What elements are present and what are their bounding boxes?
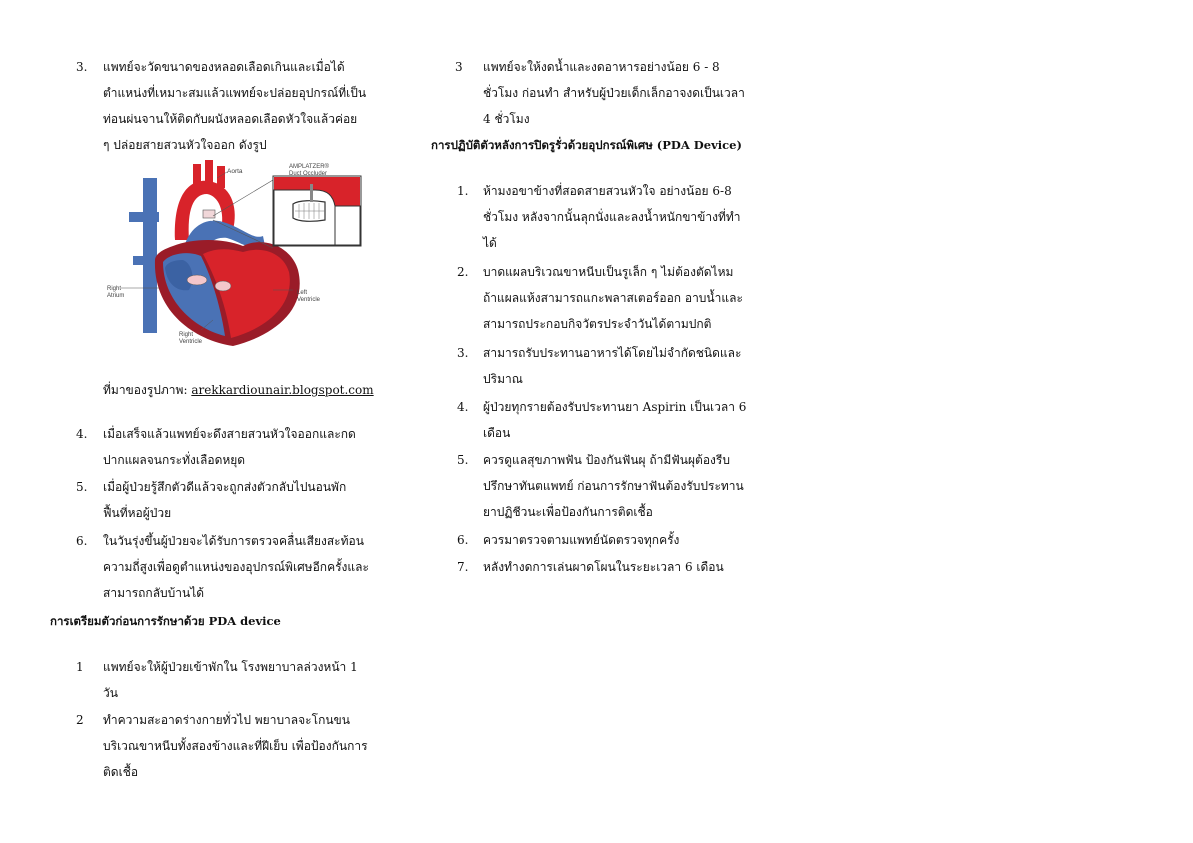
right-ventricle-label-1: Right xyxy=(179,332,194,338)
list-line: บริเวณขาหนีบทั้งสองข้างและที่ฝีเย็บ เพื่อป้องกันการ xyxy=(103,739,368,753)
right-atrium-label-1: Right xyxy=(107,286,122,292)
list-line: ถ้าแผลแห้งสามารถแกะพลาสเตอร์ออก อาบน้ำและ xyxy=(483,291,743,305)
list-line: ทำความสะอาดร่างกายทั่วไป พยาบาลจะโกนขน xyxy=(103,713,350,727)
list-line: ๆ ปล่อยสายสวนหัวใจออก ดังรูป xyxy=(103,138,267,152)
list-line: ฟื้นที่หอผู้ป่วย xyxy=(103,506,172,520)
occluder-device-shape xyxy=(203,210,215,218)
list-line: ควรมาตรวจตามแพทย์นัดตรวจทุกครั้ง xyxy=(483,533,680,547)
list-line: ชั่วโมง ก่อนทำ สำหรับผู้ป่วยเด็กเล็กอาจงดเป็นเวลา xyxy=(483,86,745,100)
list-line: สามารถประกอบกิจวัตรประจำวันได้ตามปกติ xyxy=(483,317,712,331)
list-number: 2. xyxy=(457,265,469,279)
list-line: ความถี่สูงเพื่อดูตำแหน่งของอุปกรณ์พิเศษอีกครั้งและ xyxy=(103,560,369,574)
list-line: หลังทำงดการเล่นผาดโผนในระยะเวลา 6 เดือน xyxy=(483,560,724,574)
list-line: ควรดูแลสุขภาพฟัน ป้องกันฟันผุ ถ้ามีฟันผุต้องรีบ xyxy=(483,453,730,467)
list-number: 3. xyxy=(457,346,469,360)
list-number: 2 xyxy=(76,713,84,727)
left-ventricle-label-1: Left xyxy=(297,290,308,296)
artery-branch-shape xyxy=(193,164,201,188)
list-number: 1 xyxy=(76,660,84,674)
list-line: แพทย์จะให้ผู้ป่วยเข้าพักใน โรงพยาบาลล่วงหน้า 1 xyxy=(103,660,358,674)
list-number: 3 xyxy=(455,60,463,74)
vein-branch-shape xyxy=(129,212,159,222)
list-line: ชั่วโมง หลังจากนั้นลุกนั่งและลงน้ำหนักขาข้างที่ทำ xyxy=(483,210,741,224)
right-atrium-label-2: Atrium xyxy=(107,293,125,299)
artery-branch-shape xyxy=(205,160,213,186)
vena-cava-shape xyxy=(143,178,157,333)
list-line: แพทย์จะวัดขนาดของหลอดเลือดเกินและเมื่อได้ xyxy=(103,60,345,74)
heart-pda-diagram xyxy=(103,160,368,356)
list-line: วัน xyxy=(103,686,118,700)
device-title-label: AMPLATZER® xyxy=(289,164,329,170)
list-number: 4. xyxy=(457,400,469,414)
aorta-label: Aorta xyxy=(227,168,243,175)
prep-heading: การเตรียมตัวก่อนการรักษาด้วย PDA device xyxy=(50,614,281,628)
list-line: ติดเชื้อ xyxy=(103,765,139,779)
list-line: ผู้ป่วยทุกรายต้องรับประทานยา Aspirin เป็นเวลา 6 xyxy=(483,400,747,414)
list-line: ห้ามงอขาข้างที่สอดสายสวนหัวใจ อย่างน้อย 6-8 xyxy=(483,184,732,198)
list-line: เดือน xyxy=(483,426,511,440)
left-ventricle-label-2: Ventricle xyxy=(297,297,321,303)
list-line: ปากแผลจนกระทั่งเลือดหยุด xyxy=(103,453,246,467)
list-number: 4. xyxy=(76,427,88,441)
catheter-shape xyxy=(203,290,213,322)
list-line: ได้ xyxy=(483,236,497,250)
list-number: 7. xyxy=(457,560,469,574)
list-line: ในวันรุ่งขึ้นผู้ป่วยจะได้รับการตรวจคลื่นเสียงสะท้อน xyxy=(103,534,364,548)
list-number: 5. xyxy=(457,453,469,467)
list-line: ยาปฏิชีวนะเพื่อป้องกันการติดเชื้อ xyxy=(483,505,653,519)
list-number: 6. xyxy=(457,533,469,547)
list-line: สามารถรับประทานอาหารได้โดยไม่จำกัดชนิดและ xyxy=(483,346,742,360)
list-number: 6. xyxy=(76,534,88,548)
credit-link[interactable]: arekkardiounair.blogspot.com xyxy=(191,383,374,397)
post-care-heading: การปฏิบัติตัวหลังการปิดรูรั่วด้วยอุปกรณ์พิเศษ (PDA Device) xyxy=(431,138,742,152)
list-number: 1. xyxy=(457,184,469,198)
list-line: ท่อนผ่นจานให้ติดกับผนังหลอดเลือดหัวใจแล้วค่อย xyxy=(103,112,358,126)
list-line: บาดแผลบริเวณขาหนีบเป็นรูเล็ก ๆ ไม่ต้องตัดไหม xyxy=(483,265,734,279)
credit-prefix: ที่มาของรูปภาพ: xyxy=(103,383,188,397)
image-credit xyxy=(103,381,374,400)
list-line: ปริมาณ xyxy=(483,372,523,386)
list-line: 4 ชั่วโมง xyxy=(483,112,530,126)
list-line: ตำแหน่งที่เหมาะสมแล้วแพทย์จะปล่อยอุปกรณ์ที่เป็น xyxy=(103,86,367,100)
list-line: เมื่อผู้ป่วยรู้สึกตัวดีแล้วจะถูกส่งตัวกลับไปนอนพัก xyxy=(103,480,347,494)
list-number: 5. xyxy=(76,480,88,494)
inset-wall-shape xyxy=(335,206,360,245)
valve-shape xyxy=(215,281,231,291)
list-line: แพทย์จะให้งดน้ำและงดอาหารอย่างน้อย 6 - 8 xyxy=(483,60,720,74)
list-line: สามารถกลับบ้านได้ xyxy=(103,586,205,600)
list-number: 3. xyxy=(76,60,88,74)
inset-catheter-shape xyxy=(310,184,313,202)
right-ventricle-label-2: Ventricle xyxy=(179,339,203,345)
valve-shape xyxy=(187,275,207,285)
device-subtitle-label: Duct Occluder xyxy=(289,171,328,177)
list-line: เมื่อเสร็จแล้วแพทย์จะดึงสายสวนหัวใจออกและกด xyxy=(103,427,356,441)
list-line: ปรึกษาทันตแพทย์ ก่อนการรักษาฟันต้องรับประทาน xyxy=(483,479,744,493)
